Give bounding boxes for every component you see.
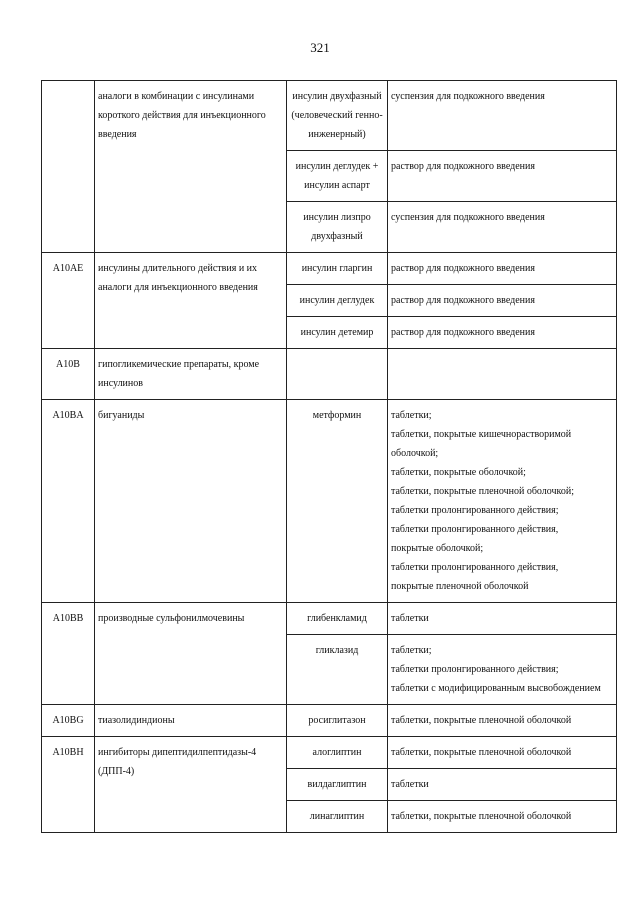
drug-name-cell: глибенкламид <box>287 603 388 635</box>
drug-name-cell: линаглиптин <box>287 801 388 833</box>
dosage-form-line: таблетки, покрытые оболочкой; <box>391 467 526 478</box>
dosage-form-cell <box>388 317 617 349</box>
dosage-form-cell <box>388 81 617 151</box>
dosage-form-line: суспензия для подкожного введения <box>391 91 545 102</box>
table-row <box>42 349 617 400</box>
dosage-form-line: таблетки, покрытые пленочной оболочкой; <box>391 486 575 497</box>
table-row <box>42 603 617 635</box>
dosage-form-line: таблетки пролонгированного действия, <box>391 524 559 535</box>
dosage-form-cell <box>388 769 617 801</box>
atc-code-cell: A10BG <box>42 705 95 737</box>
atc-code-cell <box>42 81 95 253</box>
drug-name-cell: инсулин лизпро двухфазный <box>287 202 388 253</box>
drug-name-cell: инсулин гларгин <box>287 253 388 285</box>
drug-name-cell: гликлазид <box>287 635 388 705</box>
dosage-form-cell <box>388 202 617 253</box>
atc-code-cell: A10AE <box>42 253 95 349</box>
dosage-form-line: оболочкой; <box>391 448 439 459</box>
drug-name-cell: инсулин детемир <box>287 317 388 349</box>
dosage-form-line: покрытые пленочной оболочкой <box>391 581 529 592</box>
dosage-form-line: таблетки, покрытые кишечнорастворимой <box>391 429 572 440</box>
anatomical-therapeutic-group-cell: бигуаниды <box>95 400 287 603</box>
dosage-form-line: раствор для подкожного введения <box>391 161 535 172</box>
dosage-form-line: таблетки <box>391 613 429 624</box>
table-row <box>42 705 617 737</box>
drug-classification-table <box>41 80 617 833</box>
dosage-form-line: раствор для подкожного введения <box>391 327 535 338</box>
dosage-form-cell <box>388 349 617 400</box>
dosage-form-cell <box>388 801 617 833</box>
atc-code-cell: A10BB <box>42 603 95 705</box>
dosage-form-line: раствор для подкожного введения <box>391 263 535 274</box>
table-row <box>42 81 617 151</box>
dosage-form-line: таблетки, покрытые пленочной оболочкой <box>391 811 572 822</box>
drug-name-cell: инсулин деглудек + инсулин аспарт <box>287 151 388 202</box>
dosage-form-line: таблетки <box>391 779 429 790</box>
anatomical-therapeutic-group-cell: аналоги в комбинации с инсулинами короткого действия для инъекционного введения <box>95 81 287 253</box>
dosage-form-cell <box>388 603 617 635</box>
dosage-form-cell <box>388 285 617 317</box>
anatomical-therapeutic-group-cell: тиазолидиндионы <box>95 705 287 737</box>
dosage-form-line: таблетки; <box>391 645 432 656</box>
dosage-form-cell <box>388 253 617 285</box>
dosage-form-cell <box>388 400 617 603</box>
dosage-form-line: таблетки, покрытые пленочной оболочкой <box>391 747 572 758</box>
drug-name-cell: вилдаглиптин <box>287 769 388 801</box>
dosage-form-line: таблетки; <box>391 410 432 421</box>
drug-name-cell: росиглитазон <box>287 705 388 737</box>
atc-code-cell: A10BH <box>42 737 95 833</box>
anatomical-therapeutic-group-cell: производные сульфонилмочевины <box>95 603 287 705</box>
atc-code-cell: A10B <box>42 349 95 400</box>
page-number: 321 <box>310 40 330 55</box>
table-body <box>42 81 617 833</box>
atc-code-cell: A10BA <box>42 400 95 603</box>
dosage-form-line: раствор для подкожного введения <box>391 295 535 306</box>
dosage-form-line: таблетки пролонгированного действия, <box>391 562 559 573</box>
drug-name-cell: инсулин двухфазный (человеческий генно-инженерный) <box>287 81 388 151</box>
dosage-form-line: таблетки с модифицированным высвобождением <box>391 683 601 694</box>
drug-name-cell: алоглиптин <box>287 737 388 769</box>
table-row <box>42 400 617 603</box>
table-row <box>42 737 617 769</box>
drug-name-cell: инсулин деглудек <box>287 285 388 317</box>
dosage-form-line: таблетки, покрытые пленочной оболочкой <box>391 715 572 726</box>
dosage-form-line: покрытые оболочкой; <box>391 543 484 554</box>
dosage-form-line: суспензия для подкожного введения <box>391 212 545 223</box>
drug-name-cell <box>287 349 388 400</box>
anatomical-therapeutic-group-cell: инсулины длительного действия и их аналоги для инъекционного введения <box>95 253 287 349</box>
anatomical-therapeutic-group-cell: ингибиторы дипептидилпептидазы-4 (ДПП-4) <box>95 737 287 833</box>
table-row <box>42 253 617 285</box>
dosage-form-cell <box>388 737 617 769</box>
dosage-form-cell <box>388 705 617 737</box>
dosage-form-line: таблетки пролонгированного действия; <box>391 505 559 516</box>
dosage-form-cell <box>388 635 617 705</box>
dosage-form-line: таблетки пролонгированного действия; <box>391 664 559 675</box>
dosage-form-cell <box>388 151 617 202</box>
drug-name-cell: метформин <box>287 400 388 603</box>
anatomical-therapeutic-group-cell: гипогликемические препараты, кроме инсулинов <box>95 349 287 400</box>
